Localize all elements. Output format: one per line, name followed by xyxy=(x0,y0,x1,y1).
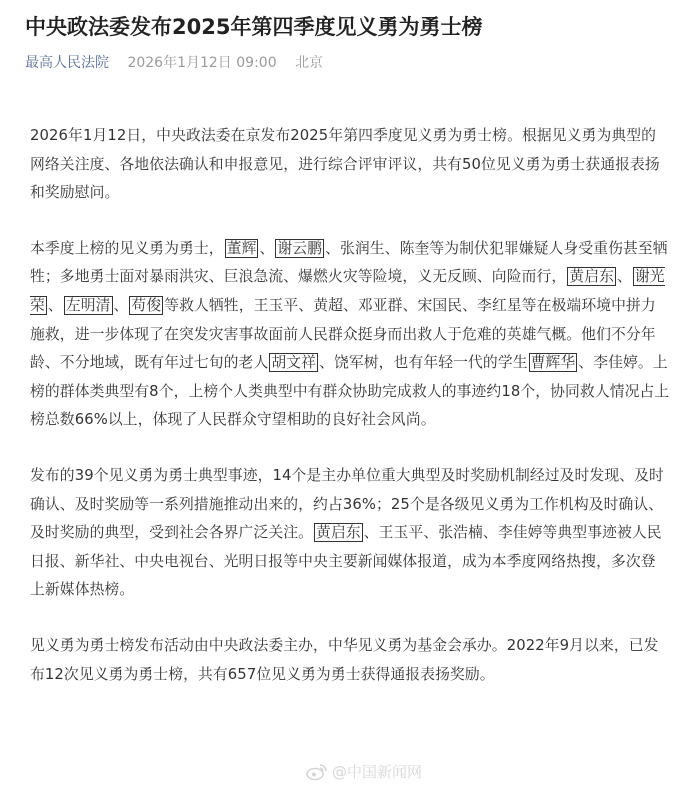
highlighted-name: 谢光荣 xyxy=(30,268,665,314)
article-paragraph xyxy=(30,122,670,208)
weibo-icon xyxy=(306,763,328,781)
paragraph-text: 、王玉平、张浩楠、李佳婷等典型事迹被人民日报、新华社、中央电视台、光明日报等中央主要新闻媒体报道，成为本季度网络热搜，多次登上新媒体热榜。 xyxy=(30,524,662,599)
highlighted-name: 董辉 xyxy=(226,239,257,257)
article-paragraph xyxy=(30,632,670,689)
article-meta xyxy=(25,53,323,73)
highlighted-name: 左明清 xyxy=(65,296,111,314)
article-body xyxy=(30,122,670,689)
paragraph-text: 、张润生、陈奎等为制伏犯罪嫌疑人身受重伤甚至牺牲；多地勇士面对暴雨洪灾、巨浪急流、爆燃火灾等险境，义无反顾、向险而行， xyxy=(30,239,668,286)
article-date: 2026年1月12日 09:00 xyxy=(127,55,277,71)
paragraph-text: 、 xyxy=(259,239,275,257)
highlighted-name: 曹辉华 xyxy=(530,354,576,372)
article-paragraph xyxy=(30,235,670,435)
paragraph-text: 2026年1月12日，中央政法委在京发布2025年第四季度见义勇为勇士榜。根据见义勇为典型的网络关注度、各地依法确认和申报意见，进行综合评审评议，共有50位见义勇为勇士获通报表扬和奖励慰问。 xyxy=(30,127,660,202)
highlighted-name: 苟俊 xyxy=(131,296,162,314)
paragraph-text: 见义勇为勇士榜发布活动由中央政法委主办，中华见义勇为基金会承办。2022年9月以来，已发布12次见义勇为勇士榜，共有657位见义勇为勇士获得通报表扬奖励。 xyxy=(30,636,659,683)
article-location: 北京 xyxy=(295,55,324,71)
highlighted-name: 黄启东 xyxy=(569,268,614,286)
paragraph-text: 等救人牺牲，王玉平、黄超、邓亚群、宋国民、李红星等在极端环境中拼力施救，进一步体现了在突发灾害事故面前人民群众挺身而出救人于危难的英雄气概。他们不分年龄、不分地域，既有年过七旬的老人 xyxy=(30,296,656,372)
paragraph-text: 、李佳婷。上榜的群体类典型有8个，上榜个人类典型中有群众协助完成救人的事迹约18个，协同救人情况占上榜总数66%以上，体现了人民群众守望相助的良好社会风尚。 xyxy=(30,354,670,429)
article-paragraph xyxy=(30,462,670,605)
article-source-link[interactable]: 最高人民法院 xyxy=(25,55,109,71)
highlighted-name: 谢云鹏 xyxy=(277,239,323,257)
watermark-text: @中国新闻网 xyxy=(332,763,423,781)
paragraph-text: 本季度上榜的见义勇为勇士， xyxy=(30,239,224,257)
watermark xyxy=(306,760,422,784)
paragraph-text: 发布的39个见义勇为勇士典型事迹，14个是主办单位重大典型及时奖励机制经过及时发现、及时确认、及时奖励等一系列措施推动出来的，约占36%；25个是各级见义勇为工作机构及时确认、及时奖励的典型，受到社会各界广泛关注。 xyxy=(30,466,664,542)
paragraph-text: 、 xyxy=(617,268,632,286)
paragraph-text: 、 xyxy=(47,296,63,314)
highlighted-name: 胡文祥 xyxy=(271,354,317,372)
paragraph-text: 、饶军树，也有年轻一代的学生 xyxy=(319,354,528,372)
paragraph-text: 、 xyxy=(113,296,129,314)
highlighted-name: 黄启东 xyxy=(316,524,361,542)
article-title: 中央政法委发布2025年第四季度见义勇为勇士榜 xyxy=(25,15,483,39)
